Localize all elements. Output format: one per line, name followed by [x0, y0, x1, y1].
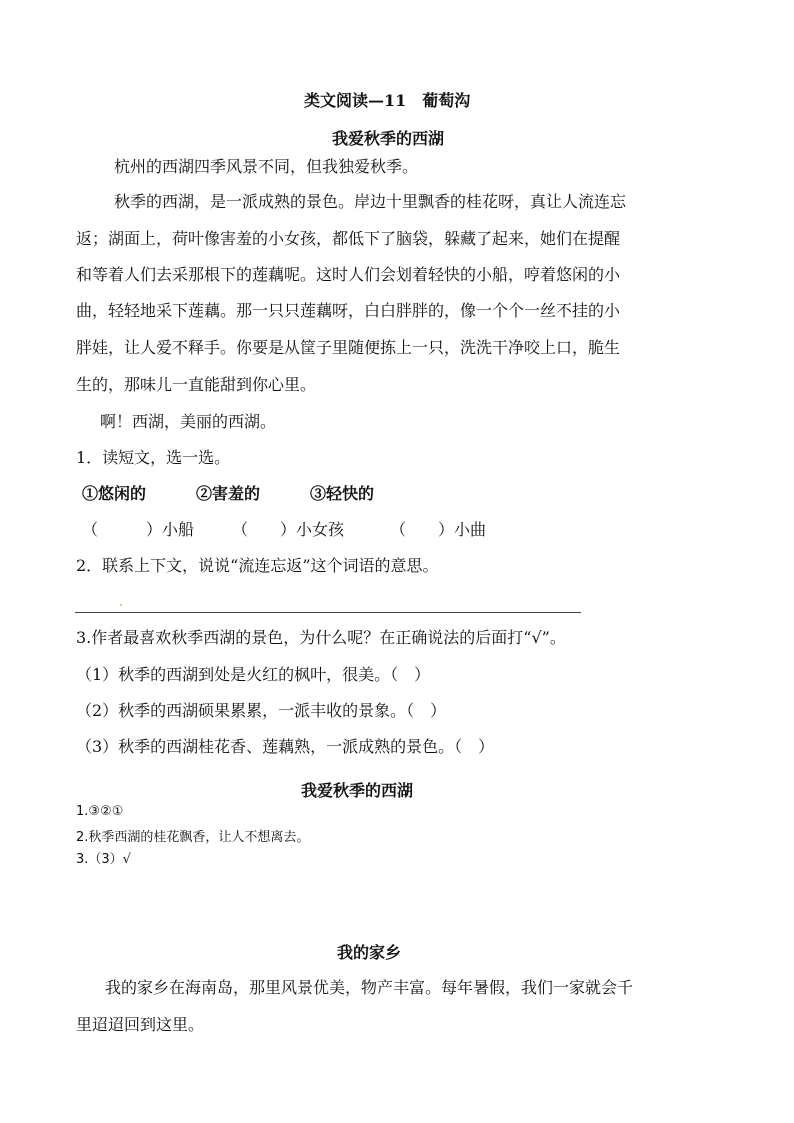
question-2: 2．联系上下文，说说“流连忘返”这个词语的意思。 [76, 556, 439, 575]
passage-paragraph-line: 胖娃，让人爱不释手。你要是从筐子里随便拣上一只，洗洗干净咬上口，脆生 [76, 338, 621, 357]
answer-item: 3.（3）√ [76, 852, 131, 867]
passage-paragraph-line: 生的，那味儿一直能甜到你心里。 [76, 375, 317, 394]
question-1: 1．读短文，选一选。 [76, 448, 231, 467]
question-3: 3.作者最喜欢秋季西湖的景色，为什么呢？在正确说法的后面打“√”。 [76, 628, 566, 647]
answer-line[interactable] [75, 612, 581, 613]
passage-paragraph-line: 返；湖面上，荷叶像害羞的小女孩，都低下了脑袋，躲藏了起来，她们在提醒 [76, 229, 621, 248]
question-3-option[interactable]: （2）秋季的西湖硕果累累，一派丰收的景象。（ ） [76, 701, 447, 720]
passage-paragraph-line: 杭州的西湖四季风景不同，但我独爱秋季。 [114, 157, 419, 176]
question-3-option[interactable]: （1）秋季的西湖到处是火红的枫叶，很美。（ ） [76, 665, 431, 684]
question-3-option[interactable]: （3）秋季的西湖桂花香、莲藕熟，一派成熟的景色。（ ） [76, 737, 495, 756]
answer-item: 2.秋季西湖的桂花飘香，让人不想离去。 [76, 830, 310, 845]
passage-2-line: 里迢迢回到这里。 [76, 1015, 205, 1034]
passage-title: 我爱秋季的西湖 [332, 129, 445, 148]
question-1-option: ③轻快的 [310, 484, 375, 503]
question-1-option: ①悠闲的 [82, 484, 147, 503]
passage-paragraph-line: 秋季的西湖，是一派成熟的景色。岸边十里飘香的桂花呀，真让人流连忘 [114, 192, 627, 211]
passage-paragraph-line: 曲，轻轻地采下莲藕。那一只只莲藕呀，白白胖胖的，像一个个一丝不挂的小 [76, 301, 621, 320]
question-1-blank[interactable]: （ ）小女孩 [232, 520, 345, 539]
speck-mark [120, 604, 122, 606]
passage-2-line: 我的家乡在海南岛，那里风景优美，物产丰富。每年暑假，我们一家就会千 [105, 978, 634, 997]
question-1-option: ②害羞的 [196, 484, 261, 503]
passage-paragraph-line: 和等着人们去采那根下的莲藕呢。这时人们会划着轻快的小船，哼着悠闲的小 [76, 265, 621, 284]
passage-paragraph-line: 啊！西湖，美丽的西湖。 [100, 412, 277, 431]
answers-title: 我爱秋季的西湖 [301, 781, 414, 800]
question-1-blank[interactable]: （ ）小船 [82, 520, 195, 539]
passage-2-title: 我的家乡 [337, 943, 402, 962]
question-1-blank[interactable]: （ ）小曲 [390, 520, 487, 539]
answer-item: 1.③②① [76, 804, 124, 819]
page-title: 类文阅读—11 葡萄沟 [304, 91, 471, 110]
